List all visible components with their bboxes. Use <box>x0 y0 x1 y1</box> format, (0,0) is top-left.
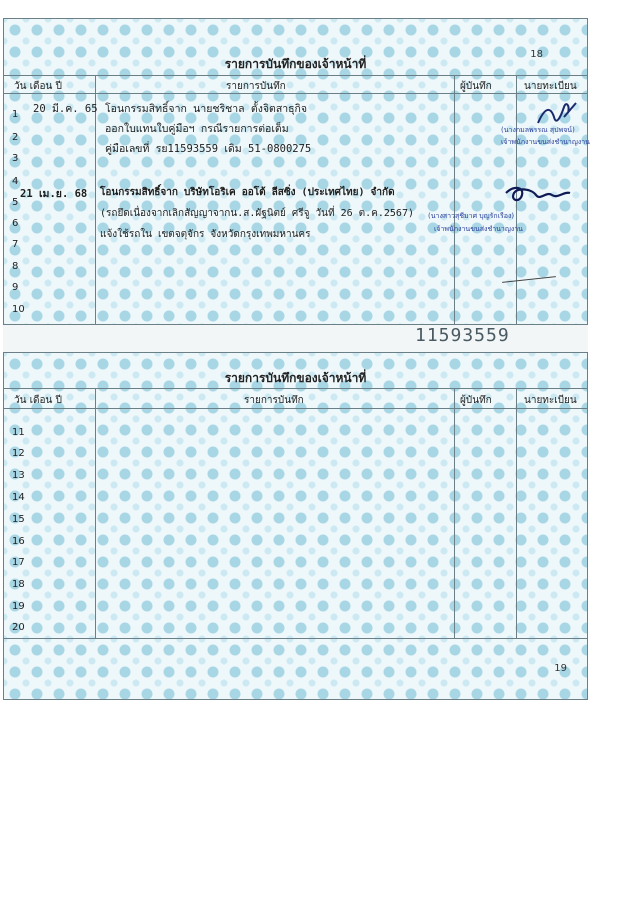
row-number: 16 <box>12 536 25 547</box>
column-header-entry: รายการบันทึก <box>226 81 286 92</box>
faded-serial-number: 11593559 <box>415 325 510 346</box>
page-number: 18 <box>530 49 543 60</box>
official-stamp-name: (นางกมลพรรณ สุปพจน์) <box>501 126 575 134</box>
row-number: 12 <box>12 448 25 459</box>
column-header-date: วัน เดือน ปี <box>14 81 62 92</box>
row-number: 18 <box>12 579 25 590</box>
column-divider <box>454 75 455 325</box>
table-bottom-border <box>4 638 587 639</box>
page-gap <box>3 325 588 352</box>
entry-text-line: โอนกรรมสิทธิ์จาก นายชริชาล ตั้งจิตสาธุกิจ <box>105 103 308 115</box>
pen-stroke <box>502 276 556 283</box>
row-number: 11 <box>12 427 25 438</box>
column-header-registrar: นายทะเบียน <box>524 81 577 92</box>
entry-date: 20 มี.ค. 65 <box>33 103 98 115</box>
row-number: 3 <box>12 153 19 164</box>
column-divider <box>454 388 455 638</box>
official-stamp-title: เจ้าพนักงานขนส่งชำนาญงาน <box>501 138 590 146</box>
row-number: 15 <box>12 514 25 525</box>
registrar-signature <box>502 183 574 213</box>
header-top-border <box>4 75 587 76</box>
header-top-border <box>4 388 587 389</box>
entry-text-line: แจ้งใช้รถใน เขตจตุจักร จังหวัดกรุงเทพมหานคร <box>100 229 311 240</box>
row-number: 20 <box>12 622 25 633</box>
page-title: รายการบันทึกของเจ้าหน้าที่ <box>224 371 367 385</box>
column-header-recorder: ผู้บันทึก <box>460 395 492 406</box>
row-number: 17 <box>12 557 25 568</box>
row-number: 13 <box>12 470 25 481</box>
row-number: 19 <box>12 601 25 612</box>
header-bottom-border <box>4 93 587 94</box>
entry-text-line: โอนกรรมสิทธิ์จาก บริษัทโอริเค ออโต้ ลีสซิ่ง (ประเทศไทย) จำกัด <box>100 187 395 198</box>
row-number: 4 <box>12 176 19 187</box>
record-page-18 <box>3 18 588 325</box>
entry-text-line: คู่มือเลขที่ รย11593559 เดิม 51-0800275 <box>105 143 312 155</box>
row-number: 2 <box>12 132 19 143</box>
row-number: 9 <box>12 282 19 293</box>
column-header-entry: รายการบันทึก <box>244 395 304 406</box>
column-header-registrar: นายทะเบียน <box>524 395 577 406</box>
column-header-recorder: ผู้บันทึก <box>460 81 492 92</box>
official-stamp-name: (นางสาวสุชีมาศ บุญรักเรือง) <box>428 212 515 220</box>
page-number: 19 <box>554 663 567 674</box>
entry-text-line: ออกใบแทนใบคู่มือฯ กรณีรายการต่อเต็ม <box>105 123 289 135</box>
row-number: 8 <box>12 261 19 272</box>
column-divider <box>95 388 96 638</box>
header-bottom-border <box>4 408 587 409</box>
page-title: รายการบันทึกของเจ้าหน้าที่ <box>224 57 367 71</box>
official-stamp-title: เจ้าพนักงานขนส่งชำนาญงาน <box>434 225 523 233</box>
row-number: 14 <box>12 492 25 503</box>
entry-date: 21 เม.ย. 68 <box>20 188 88 200</box>
column-divider <box>516 388 517 638</box>
row-number: 5 <box>12 197 19 208</box>
entry-text-line: (รถยึดเนื่องจากเลิกสัญญาจากน.ส.ผัฐนิตย์ ศรีจู วันที่ 26 ต.ค.2567) <box>100 208 414 219</box>
column-header-date: วัน เดือน ปี <box>14 395 62 406</box>
row-number: 6 <box>12 218 19 229</box>
record-page-19 <box>3 352 588 700</box>
row-number: 1 <box>12 109 19 120</box>
row-number: 10 <box>12 304 25 315</box>
row-number: 7 <box>12 239 19 250</box>
